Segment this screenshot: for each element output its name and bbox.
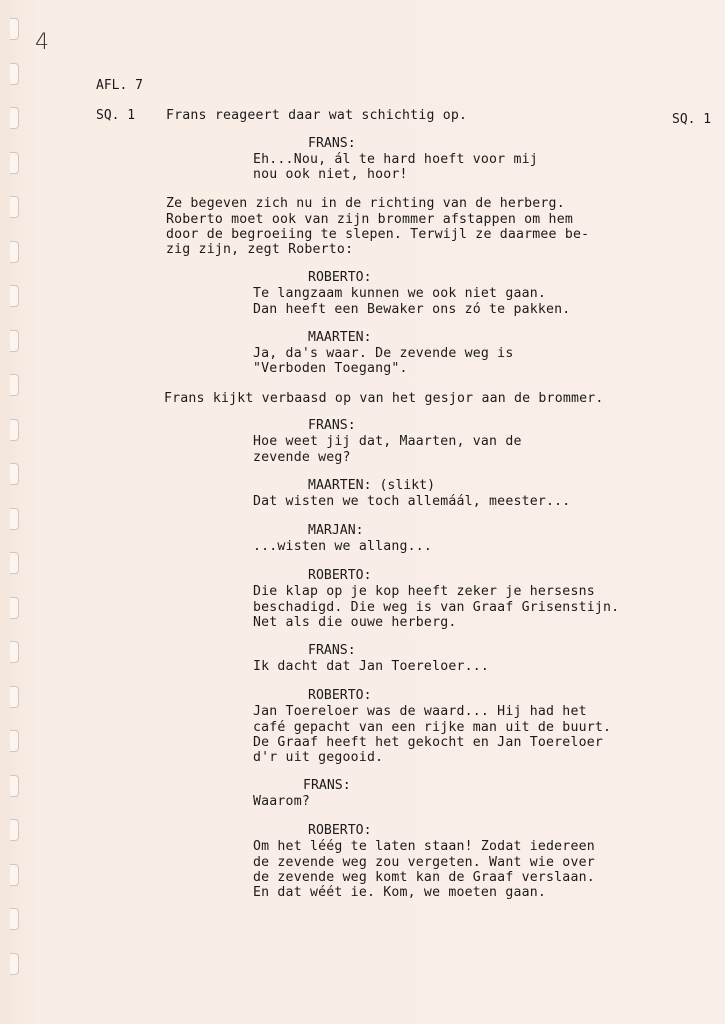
speaker-name: FRANS:: [308, 136, 356, 151]
speaker-name: ROBERTO:: [308, 823, 372, 838]
binder-hole: [10, 641, 19, 663]
action-line: Frans reageert daar wat schichtig op.: [166, 108, 468, 123]
binder-hole: [10, 419, 19, 441]
binder-hole: [10, 819, 19, 841]
binder-hole: [10, 953, 19, 975]
speaker-name: FRANS:: [308, 643, 356, 658]
binder-hole: [10, 107, 19, 129]
speaker-name: ROBERTO:: [308, 270, 372, 285]
binder-hole: [10, 908, 19, 930]
speaker-name: MAARTEN: (slikt): [308, 478, 436, 493]
dialogue-line: de zevende weg komt kan de Graaf verslaan.: [253, 870, 595, 885]
dialogue-line: Dan heeft een Bewaker ons zó te pakken.: [253, 302, 571, 317]
dialogue-line: beschadigd. Die weg is van Graaf Grisenstijn.: [253, 600, 620, 615]
speaker-name: ROBERTO:: [308, 568, 372, 583]
dialogue-line: Te langzaam kunnen we ook niet gaan.: [253, 286, 547, 301]
action-line: Frans kijkt verbaasd op van het gesjor aan de brommer.: [164, 391, 604, 406]
dialogue-line: Om het léég te laten staan! Zodat iedereen: [253, 839, 595, 854]
binder-hole: [10, 597, 19, 619]
dialogue-line: café gepacht van een rijke man uit de buurt.: [253, 720, 612, 735]
binder-hole: [10, 374, 19, 396]
sequence-label-left: SQ. 1: [96, 108, 136, 123]
dialogue-line: Ja, da's waar. De zevende weg is: [253, 346, 514, 361]
episode-label: AFL. 7: [96, 78, 143, 93]
speaker-name: MAARTEN:: [308, 330, 372, 345]
binder-hole: [10, 196, 19, 218]
binder-hole: [10, 285, 19, 307]
sequence-label-right: SQ. 1: [672, 112, 712, 127]
binder-hole: [10, 330, 19, 352]
speaker-name: ROBERTO:: [308, 688, 372, 703]
speaker-name: FRANS:: [308, 418, 356, 433]
binder-hole: [10, 864, 19, 886]
binder-holes: [10, 0, 30, 1024]
dialogue-line: Ik dacht dat Jan Toereloer...: [253, 659, 490, 674]
action-line: Ze begeven zich nu in de richting van de herberg.: [166, 196, 565, 211]
dialogue-line: Eh...Nou, ál te hard hoeft voor mij: [253, 152, 538, 167]
action-line: Roberto moet ook van zijn brommer afstappen om hem: [166, 212, 573, 227]
binder-hole: [10, 63, 19, 85]
dialogue-line: zevende weg?: [253, 450, 351, 465]
binder-hole: [10, 552, 19, 574]
action-line: zig zijn, zegt Roberto:: [166, 242, 354, 257]
dialogue-line: Dat wisten we toch allemáál, meester...: [253, 494, 571, 509]
dialogue-line: d'r uit gegooid.: [253, 750, 384, 765]
dialogue-line: Die klap op je kop heeft zeker je hersesns: [253, 584, 595, 599]
dialogue-line: Hoe weet jij dat, Maarten, van de: [253, 434, 522, 449]
speaker-name: MARJAN:: [308, 523, 364, 538]
binder-hole: [10, 241, 19, 263]
dialogue-line: Waarom?: [253, 794, 310, 809]
dialogue-line: De Graaf heeft het gekocht en Jan Toereloer: [253, 735, 604, 750]
dialogue-line: ...wisten we allang...: [253, 539, 433, 554]
dialogue-line: En dat wéét ie. Kom, we moeten gaan.: [253, 885, 547, 900]
dialogue-line: "Verboden Toegang".: [253, 361, 408, 376]
binder-hole: [10, 508, 19, 530]
dialogue-line: de zevende weg zou vergeten. Want wie over: [253, 855, 595, 870]
binder-hole: [10, 18, 19, 40]
dialogue-line: Net als die ouwe herberg.: [253, 615, 457, 630]
action-line: door de begroeiing te slepen. Terwijl ze daarmee be-: [166, 227, 590, 242]
binder-hole: [10, 152, 19, 174]
speaker-name: FRANS:: [303, 778, 351, 793]
dialogue-line: Jan Toereloer was de waard... Hij had het: [253, 704, 587, 719]
binder-hole: [10, 686, 19, 708]
binder-hole: [10, 730, 19, 752]
binder-hole: [10, 463, 19, 485]
dialogue-line: nou ook niet, hoor!: [253, 167, 408, 182]
binder-hole: [10, 775, 19, 797]
page-number: 4: [35, 30, 49, 55]
